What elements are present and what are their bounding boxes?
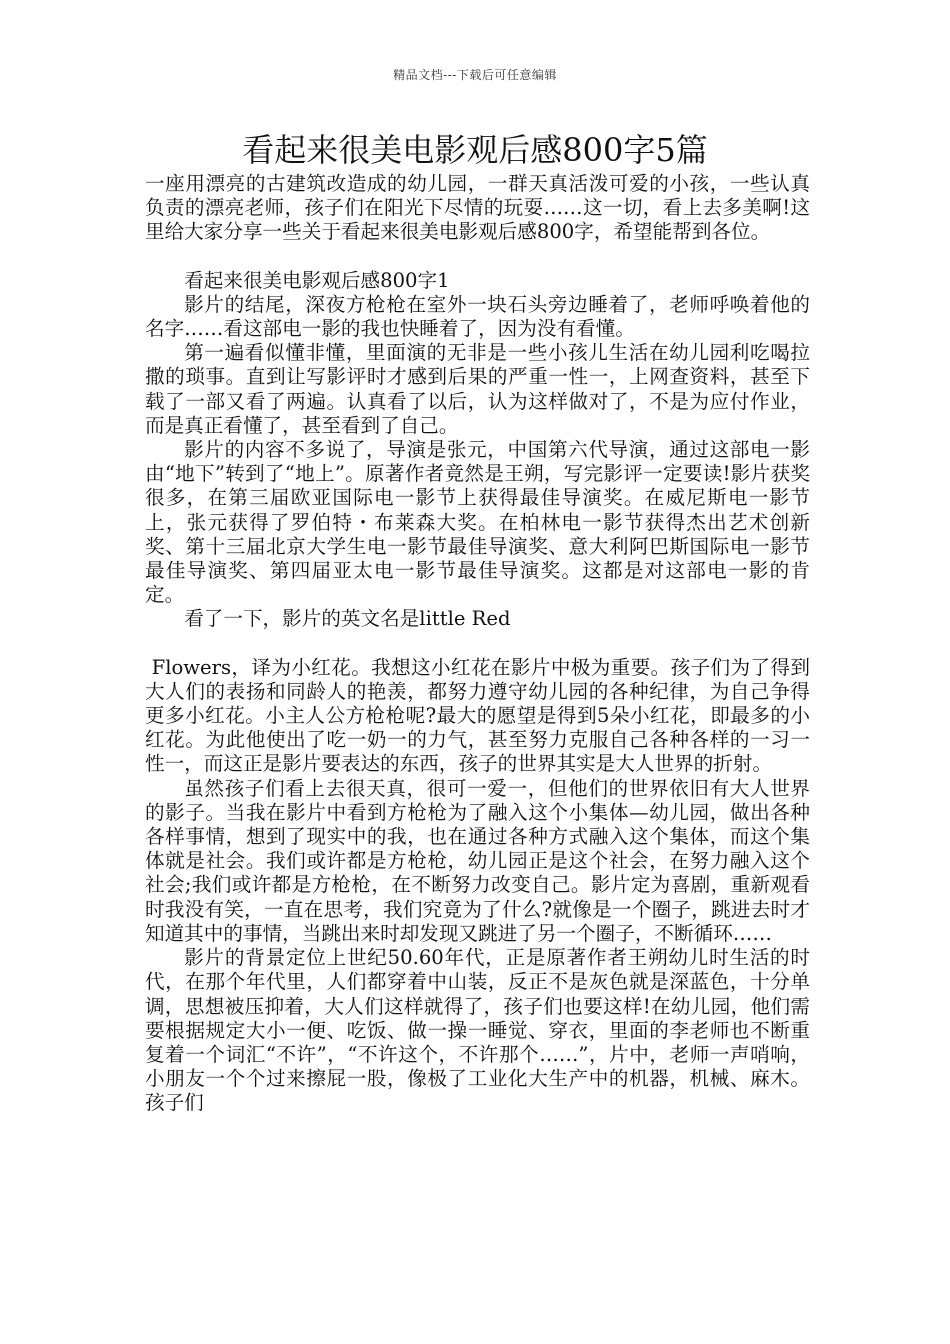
document-title: 看起来很美电影观后感800字5篇 — [242, 131, 708, 169]
spacer — [145, 245, 810, 269]
paragraph: 第一遍看似懂非懂，里面演的无非是一些小孩儿生活在幼儿园利吃喝拉撒的琐事。直到让写影评时才感到后果的严重一性一，上网查资料，甚至下载了一部又看了两遍。认真看了以后，认为这样做对了，不是为应付作业，而是真正看懂了，甚至看到了自己。 — [145, 341, 810, 437]
paragraph: 影片的结尾，深夜方枪枪在室外一块石头旁边睡着了，老师呼唤着他的名字……看这部电一影的我也快睡着了，因为没有看懂。 — [145, 292, 810, 341]
paragraph: 看了一下，影片的英文名是little Red — [184, 607, 511, 631]
paragraph: 影片的背景定位上世纪50.60年代，正是原著作者王朔幼儿时生活的时代，在那个年代里，人们都穿着中山装，反正不是灰色就是深蓝色，十分单调，思想被压抑着，大人们这样就得了，孩子们也要这样!在幼儿园，他们需要根据规定大小一便、吃饭、做一操一睡觉、穿衣，里面的李老师也不断重复着一个词汇“不许”，“不许这个，不许那个……”，片中，老师一声哨响，小朋友一个个过来擦屁一股，像极了工业化大生产中的机器，机械、麻木。孩子们 — [145, 946, 810, 1115]
spacer — [145, 632, 810, 656]
intro-paragraph: 一座用漂亮的古建筑改造成的幼儿园，一群天真活泼可爱的小孩，一些认真负责的漂亮老师，孩子们在阳光下尽情的玩耍……这一切，看上去多美啊!这里给大家分享一些关于看起来很美电影观后感800字，希望能帮到各位。 — [145, 172, 810, 244]
document-body — [145, 172, 810, 1116]
paragraph: 虽然孩子们看上去很天真，很可一爱一，但他们的世界依旧有大人世界的影子。当我在影片中看到方枪枪为了融入这个小集体—幼儿园，做出各种各样事情，想到了现实中的我，也在通过各种方式融入这个集体，而这个集体就是社会。我们或许都是方枪枪，幼儿园正是这个社会，在努力融入这个社会;我们或许都是方枪枪，在不断努力改变自己。影片定为喜剧，重新观看时我没有笑，一直在思考，我们究竟为了什么?就像是一个圈子，跳进去时才知道其中的事情，当跳出来时却发现又跳进了另一个圈子，不断循环…… — [145, 776, 810, 945]
page-header: 精品文档---下载后可任意编辑 — [393, 68, 557, 82]
section-heading: 看起来很美电影观后感800字1 — [184, 268, 450, 292]
paragraph: 影片的内容不多说了，导演是张元，中国第六代导演，通过这部电一影由“地下”转到了“地上”。原著作者竟然是王朔，写完影评一定要读!影片获奖很多，在第三届欧亚国际电一影节上获得最佳导演奖。在威尼斯电一影节上，张元获得了罗伯特・布莱森大奖。在柏林电一影节获得杰出艺术创新奖、第十三届北京大学生电一影节最佳导演奖、意大利阿巴斯国际电一影节最佳导演奖、第四届亚太电一影节最佳导演奖。这都是对这部电一影的肯定。 — [145, 438, 810, 607]
continuation-paragraph: Flowers，译为小红花。我想这小红花在影片中极为重要。孩子们为了得到大人们的表扬和同龄人的艳羡，都努力遵守幼儿园的各种纪律，为自己争得更多小红花。小主人公方枪枪呢?最大的愿望是得到5朵小红花，即最多的小红花。为此他使出了吃一奶一的力气，甚至努力克服自己各种各样的一习一性一，而这正是影片要表达的东西，孩子的世界其实是大人世界的折射。 — [145, 655, 810, 776]
